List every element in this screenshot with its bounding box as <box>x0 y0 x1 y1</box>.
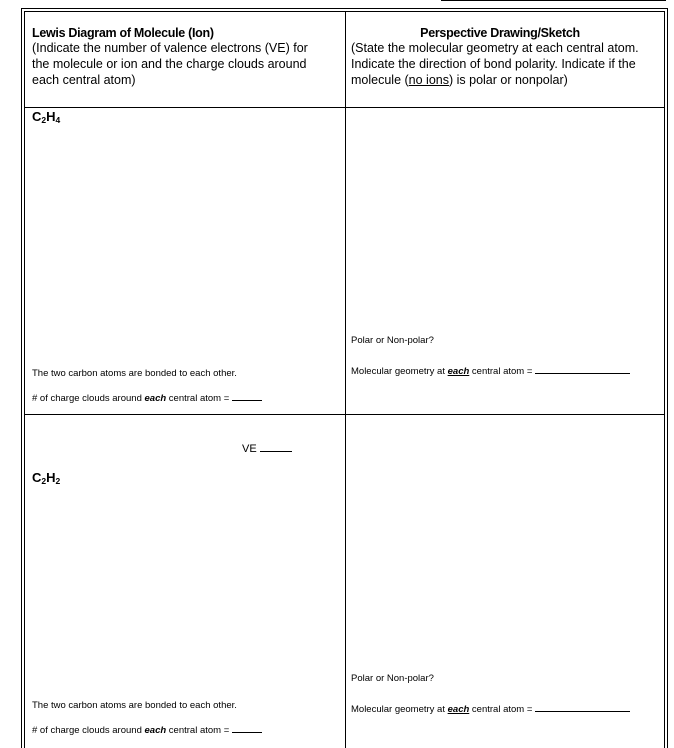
bonded-text-2: The two carbon atoms are bonded to each other. <box>32 700 237 711</box>
formula-c2h2: $C_2H_2$ <box>32 470 61 486</box>
header-left-line3: each central atom) <box>32 73 136 87</box>
column-divider <box>345 12 346 748</box>
header-left <box>32 26 342 88</box>
polar-question-2: Polar or Non-polar? <box>351 673 434 684</box>
ve-blank[interactable] <box>260 442 292 452</box>
geometry-line-2: Molecular geometry at each central atom = <box>351 702 630 715</box>
bonded-text-1: The two carbon atoms are bonded to each other. <box>32 368 237 379</box>
table-inner <box>24 11 665 748</box>
geometry-blank-2[interactable] <box>535 702 630 712</box>
charge-clouds-line-1: # of charge clouds around each central atom = <box>32 391 262 404</box>
header-right-line1: (State the molecular geometry at each central atom. <box>351 41 639 55</box>
polar-question-1: Polar or Non-polar? <box>351 335 434 346</box>
charge-clouds-line-2: # of charge clouds around each central atom = <box>32 723 262 736</box>
header-left-title: Lewis Diagram of Molecule (Ion) <box>32 26 214 40</box>
header-divider <box>25 107 664 108</box>
header-right-line3: molecule (no ions) is polar or nonpolar) <box>351 73 568 87</box>
top-rule <box>441 0 666 1</box>
charge-clouds-blank-1[interactable] <box>232 391 262 401</box>
formula-c2h4: $C_2H_4$ <box>32 109 61 125</box>
ve-line: VE <box>242 442 292 455</box>
header-left-line2: the molecule or ion and the charge clouds around <box>32 57 307 71</box>
no-ions-underlined: no ions <box>408 73 449 87</box>
header-right <box>351 26 669 88</box>
worksheet-table <box>21 8 668 748</box>
charge-clouds-blank-2[interactable] <box>232 723 262 733</box>
geometry-blank-1[interactable] <box>535 364 630 374</box>
row-divider <box>25 414 664 415</box>
header-right-title: Perspective Drawing/Sketch <box>420 26 580 40</box>
header-left-line1: (Indicate the number of valence electrons (VE) for <box>32 41 308 55</box>
geometry-line-1: Molecular geometry at each central atom = <box>351 364 630 377</box>
header-right-line2: Indicate the direction of bond polarity. Indicate if the <box>351 57 636 71</box>
